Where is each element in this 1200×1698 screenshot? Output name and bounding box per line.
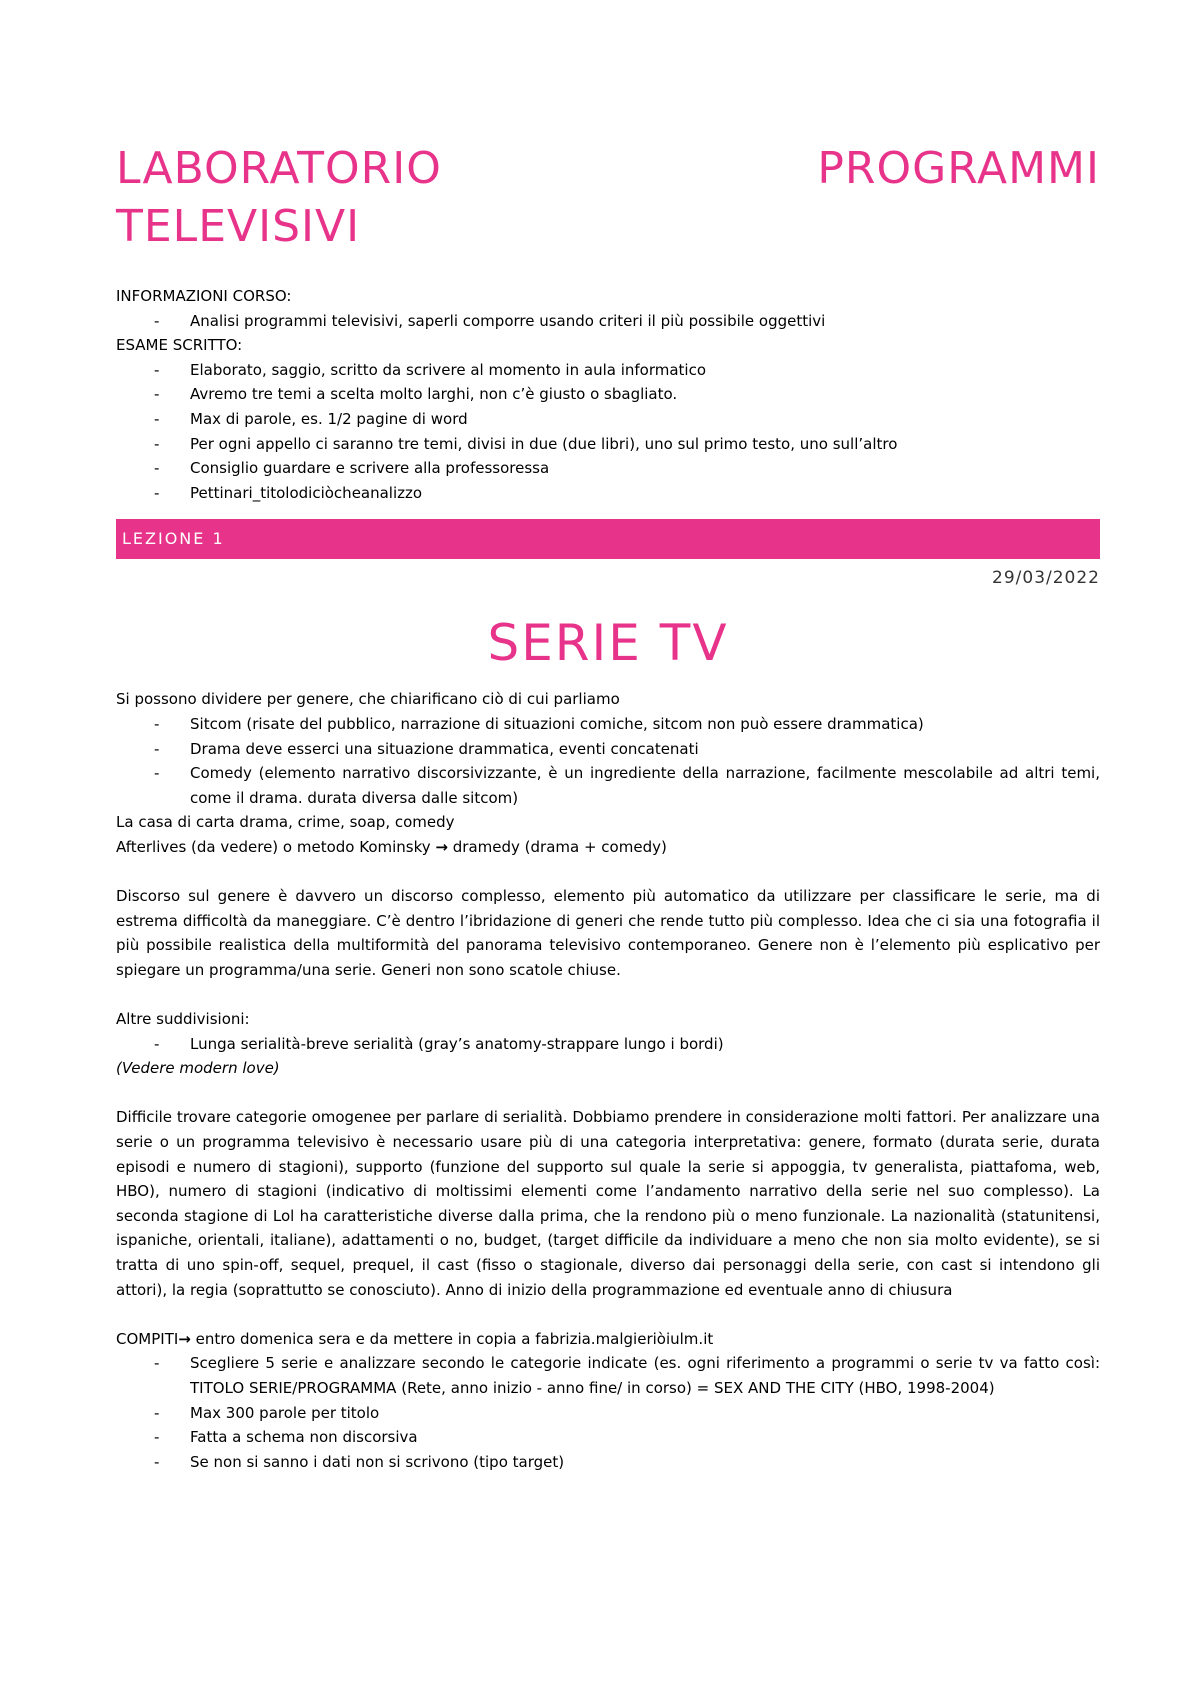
other-note: (Vedere modern love) (116, 1059, 280, 1078)
list-item: - Avremo tre temi a scelta molto larghi, non c’è giusto o sbagliato. (116, 382, 1100, 407)
list-item: - Per ogni appello ci saranno tre temi, divisi in due (due libri), uno sul primo testo, uno sull’altro (116, 432, 1100, 457)
tasks-list (116, 1351, 1100, 1474)
tasks-intro: entro domenica sera e da mettere in copia a fabrizia.malgieriòiulm.it (190, 1329, 714, 1348)
lesson-header-bar: LEZIONE 1 (116, 519, 1100, 559)
list-item: - Max di parole, es. 1/2 pagine di word (116, 407, 1100, 432)
list-item: - Scegliere 5 serie e analizzare secondo le categorie indicate (es. ogni riferimento a programmi o serie tv va fatto così: TITOLO SERIE/PROGRAMMA (Rete, anno inizio - anno fine/ in corso) = SEX AND THE CITY (HBO, 1998-2004) (116, 1351, 1100, 1400)
title-word-laboratorio: LABORATORIO (116, 143, 442, 194)
document-title (116, 140, 1100, 256)
list-item: - Lunga serialità-breve serialità (gray’s anatomy-strappare lungo i bordi) (116, 1032, 1100, 1057)
info-label: INFORMAZIONI CORSO: (116, 287, 292, 305)
list-item: - Fatta a schema non discorsiva (116, 1425, 1100, 1450)
title-word-programmi: PROGRAMMI (817, 143, 1100, 194)
arrow-right-icon: → (178, 1329, 191, 1348)
list-item: - Pettinari_titolodiciòcheanalizzo (116, 481, 1100, 506)
title-line-1 (116, 140, 1100, 198)
title-line-2: TELEVISIVI (116, 201, 361, 252)
arrow-right-icon: → (435, 837, 448, 856)
other-label: Altre suddivisioni: (116, 1010, 250, 1029)
section-heading: SERIE TV (487, 614, 729, 673)
lesson-date: 29/03/2022 (992, 568, 1100, 589)
genres-list (116, 712, 1100, 810)
tasks-label: COMPITI (116, 1329, 179, 1348)
paragraph-categorie: Difficile trovare categorie omogenee per parlare di serialità. Dobbiamo prendere in considerazione molti fattori. Per analizzare una serie o un programma televisivo è necessario usare più di una categoria interpretativa: genere, formato (durata serie, durata episodi e numero di stagioni), supporto (funzione del supporto sul quale la serie si appoggia, tv generalista, piattafoma, web, HBO), numero di stagioni (indicativo di moltissimi elementi come l’andamento narrativo della serie nel suo complesso). La seconda stagione di Lol ha caratteristiche diverse dalla prima, che la rendono più o meno funzionale. La nazionalità (statunitensi, ispaniche, orientali, italiane), adattamenti o no, budget, (target difficile da individuare a meno che non sia molto evidente), se si tratta di uno spin-off, sequel, prequel, il cast (fisso o stagionale, diverso dai personaggi della serie, con cast si intendono gli attori), la regia (soprattutto se conosciuto). Anno di inizio della programmazione ed eventuale anno di chiusura (116, 1108, 1100, 1299)
list-item: - Max 300 parole per titolo (116, 1401, 1100, 1426)
afterlives-line (116, 835, 1100, 860)
other-list (116, 1032, 1100, 1057)
dramedy-text: dramedy (drama + comedy) (452, 837, 667, 856)
list-item: - Se non si sanno i dati non si scrivono (tipo target) (116, 1450, 1100, 1475)
casa-di-carta-line: La casa di carta drama, crime, soap, comedy (116, 813, 455, 832)
exam-label: ESAME SCRITTO: (116, 336, 243, 355)
document-page (116, 140, 1100, 1474)
paragraph-genere: Discorso sul genere è davvero un discorso complesso, elemento più automatico da utilizzare per classificare le serie, ma di estrema difficoltà da maneggiare. C’è dentro l’ibridazione di generi che rende tutto più complesso. Idea che ci sia una fotografia il più possibile realistica della multiformità del panorama televisivo contemporaneo. Genere non è l’elemento più esplicativo per spiegare un programma/una serie. Generi non sono scatole chiuse. (116, 887, 1100, 979)
list-item: - Drama deve esserci una situazione drammatica, eventi concatenati (116, 737, 1100, 762)
genres-intro: Si possono dividere per genere, che chiarificano ciò di cui parliamo (116, 690, 620, 709)
list-item: - Analisi programmi televisivi, saperli comporre usando criteri il più possibile oggettivi (116, 309, 1100, 334)
list-item: - Elaborato, saggio, scritto da scrivere al momento in aula informatico (116, 358, 1100, 383)
info-list (116, 309, 1100, 334)
exam-list (116, 358, 1100, 506)
list-item: - Consiglio guardare e scrivere alla professoressa (116, 456, 1100, 481)
afterlives-text: Afterlives (da vedere) o metodo Kominsky (116, 837, 431, 856)
list-item: - Comedy (elemento narrativo discorsivizzante, è un ingrediente della narrazione, facilmente mescolabile ad altri temi, come il drama. durata diversa dalle sitcom) (116, 761, 1100, 810)
list-item: - Sitcom (risate del pubblico, narrazione di situazioni comiche, sitcom non può essere drammatica) (116, 712, 1100, 737)
tasks-line (116, 1327, 1100, 1352)
